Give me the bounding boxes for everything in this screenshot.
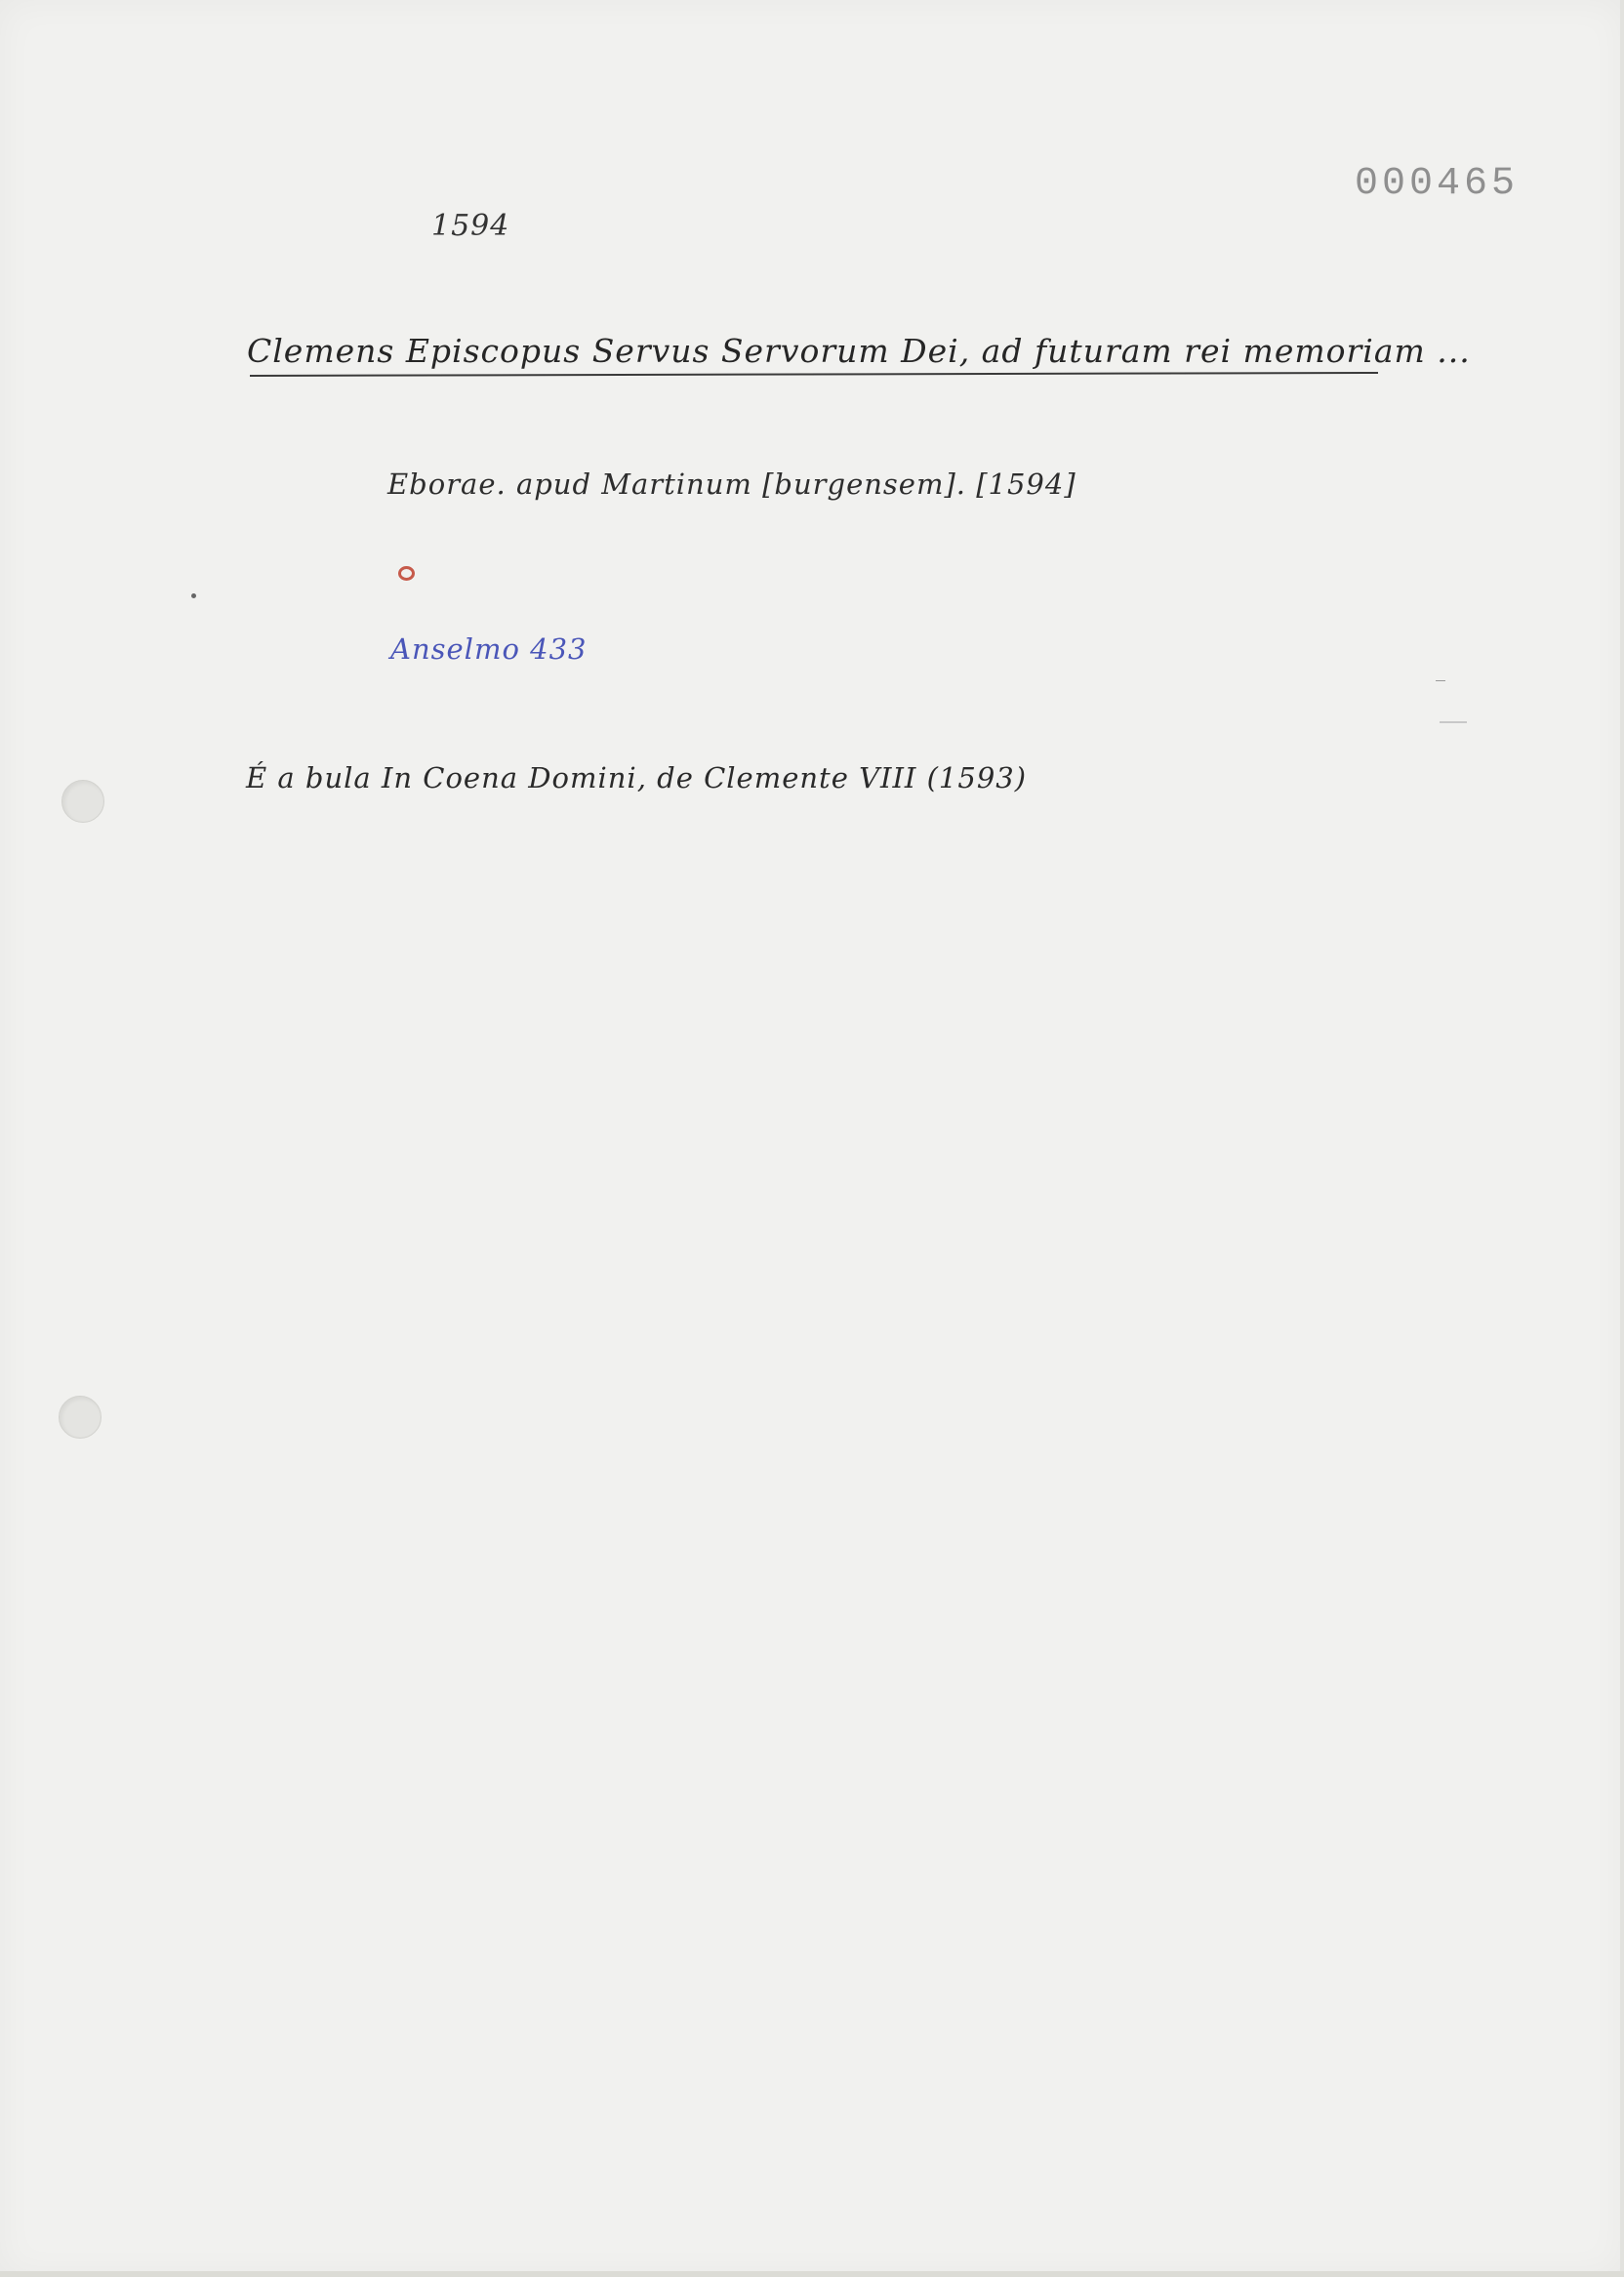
pencil-dot: [191, 593, 196, 598]
page-edge-right: [1620, 0, 1624, 2277]
imprint-line: Eborae. apud Martinum [burgensem]. [1594]: [387, 468, 1076, 501]
year-heading: 1594: [431, 209, 510, 243]
page-edge-bottom: [0, 2271, 1624, 2277]
margin-tick: [1436, 680, 1445, 681]
punch-hole-bottom: [59, 1396, 102, 1439]
margin-speck: [1440, 721, 1467, 723]
title-line: Clemens Episcopus Servus Servorum Dei, ad futuram rei memoriam ...: [247, 332, 1471, 370]
punch-hole-top: [61, 780, 104, 823]
note-line: É a bula In Coena Domini, de Clemente VIII (1593): [246, 761, 1028, 794]
stamp-number: 000465: [1355, 162, 1520, 206]
reference-line: Anselmo 433: [390, 632, 588, 666]
title-underline: [250, 372, 1378, 377]
red-circle-mark: [398, 566, 415, 581]
